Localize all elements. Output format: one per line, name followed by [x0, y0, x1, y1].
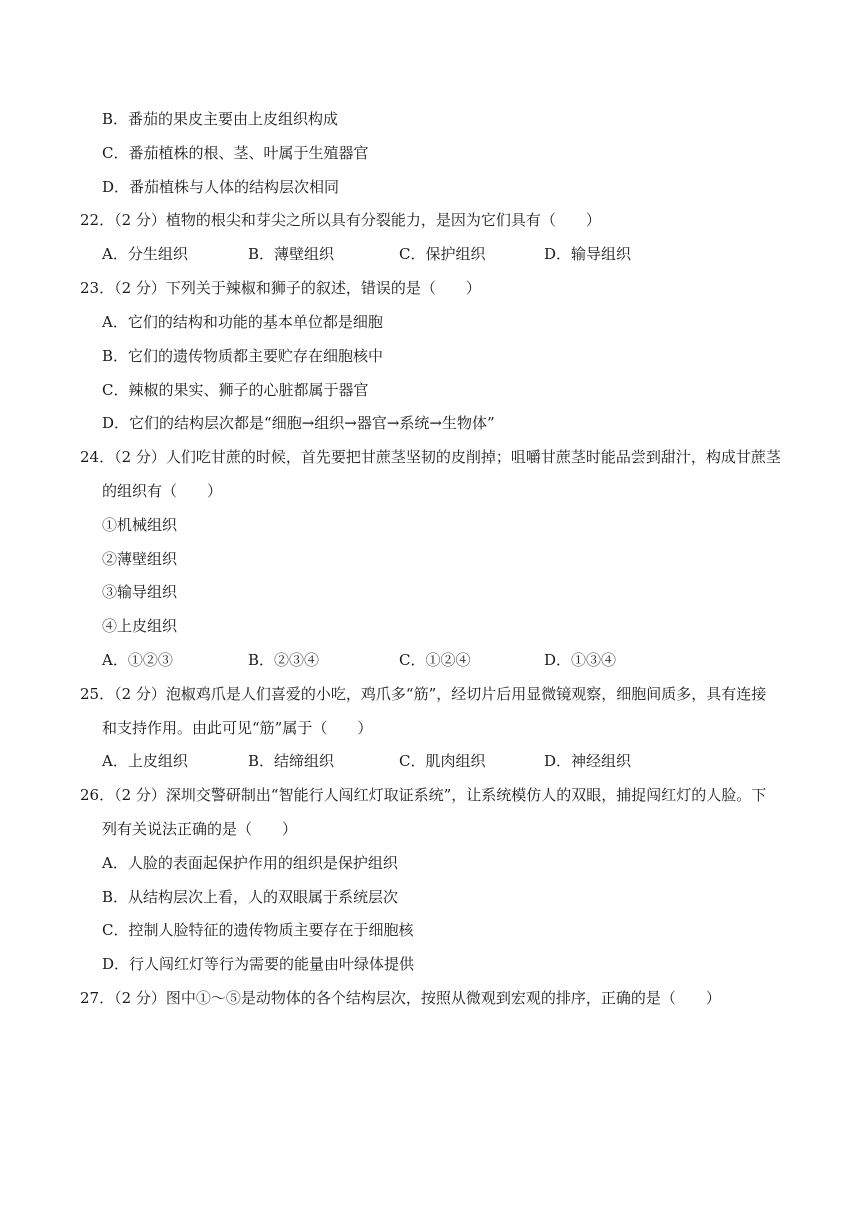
q22-stem: 22．（2 分）植物的根尖和芽尖之所以具有分裂能力，是因为它们具有（ ） [80, 211, 601, 229]
q25-option-c: C．肌肉组织 [399, 752, 486, 770]
q23-option-a: A．它们的结构和功能的基本单位都是细胞 [102, 313, 383, 331]
q22-option-b: B．薄壁组织 [248, 245, 335, 263]
q26-option-c: C．控制人脸特征的遗传物质主要存在于细胞核 [102, 921, 414, 939]
q25-option-d: D．神经组织 [544, 752, 632, 770]
q23-option-b: B．它们的遗传物质都主要贮存在细胞核中 [102, 347, 384, 365]
q25-stem-line2: 和支持作用。由此可见“筋”属于（ ） [102, 719, 373, 737]
q21-option-b: B．番茄的果皮主要由上皮组织构成 [102, 110, 339, 128]
q22-option-a: A．分生组织 [102, 245, 188, 263]
q24-stem-line2: 的组织有（ ） [102, 482, 223, 500]
q27-stem: 27．（2 分）图中①～⑤是动物体的各个结构层次，按照从微观到宏观的排序，正确的是（ ） [80, 989, 721, 1007]
q24-item-2: ②薄壁组织 [102, 550, 178, 568]
q25-options [102, 751, 742, 771]
q24-item-4: ④上皮组织 [102, 617, 178, 635]
q21-option-d: D．番茄植株与人体的结构层次相同 [102, 178, 340, 196]
q24-item-1: ①机械组织 [102, 516, 178, 534]
q22-option-c: C．保护组织 [399, 245, 486, 263]
q24-options [102, 650, 742, 670]
q24-option-d: D．①③④ [544, 651, 617, 669]
q23-option-c: C．辣椒的果实、狮子的心脏都属于器官 [102, 381, 369, 399]
q26-option-b: B．从结构层次上看，人的双眼属于系统层次 [102, 888, 399, 906]
q25-option-a: A．上皮组织 [102, 752, 188, 770]
q26-stem-line2: 列有关说法正确的是（ ） [102, 820, 298, 838]
q22-option-d: D．输导组织 [544, 245, 632, 263]
q22-options [102, 244, 742, 264]
q26-option-d: D．行人闯红灯等行为需要的能量由叶绿体提供 [102, 955, 415, 973]
q25-stem-line1: 25．（2 分）泡椒鸡爪是人们喜爱的小吃，鸡爪多“筋”，经切片后用显微镜观察，细胞间质多，具有连接 [80, 685, 767, 703]
q24-stem-line1: 24．（2 分）人们吃甘蔗的时候，首先要把甘蔗茎坚韧的皮削掉；咀嚼甘蔗茎时能品尝到甜汁，构成甘蔗茎 [80, 448, 781, 466]
q23-stem: 23．（2 分）下列关于辣椒和狮子的叙述，错误的是（ ） [80, 279, 481, 297]
q26-option-a: A．人脸的表面起保护作用的组织是保护组织 [102, 854, 398, 872]
q23-option-d: D．它们的结构层次都是“细胞→组织→器官→系统→生物体” [102, 414, 495, 432]
q24-option-c: C．①②④ [399, 651, 471, 669]
q24-option-b: B．②③④ [248, 651, 320, 669]
q24-option-a: A．①②③ [102, 651, 173, 669]
q25-option-b: B．结缔组织 [248, 752, 335, 770]
q24-item-3: ③输导组织 [102, 583, 178, 601]
q26-stem-line1: 26．（2 分）深圳交警研制出“智能行人闯红灯取证系统”，让系统模仿人的双眼，捕捉闯红灯的人脸。下 [80, 786, 767, 804]
q21-option-c: C．番茄植株的根、茎、叶属于生殖器官 [102, 144, 369, 162]
